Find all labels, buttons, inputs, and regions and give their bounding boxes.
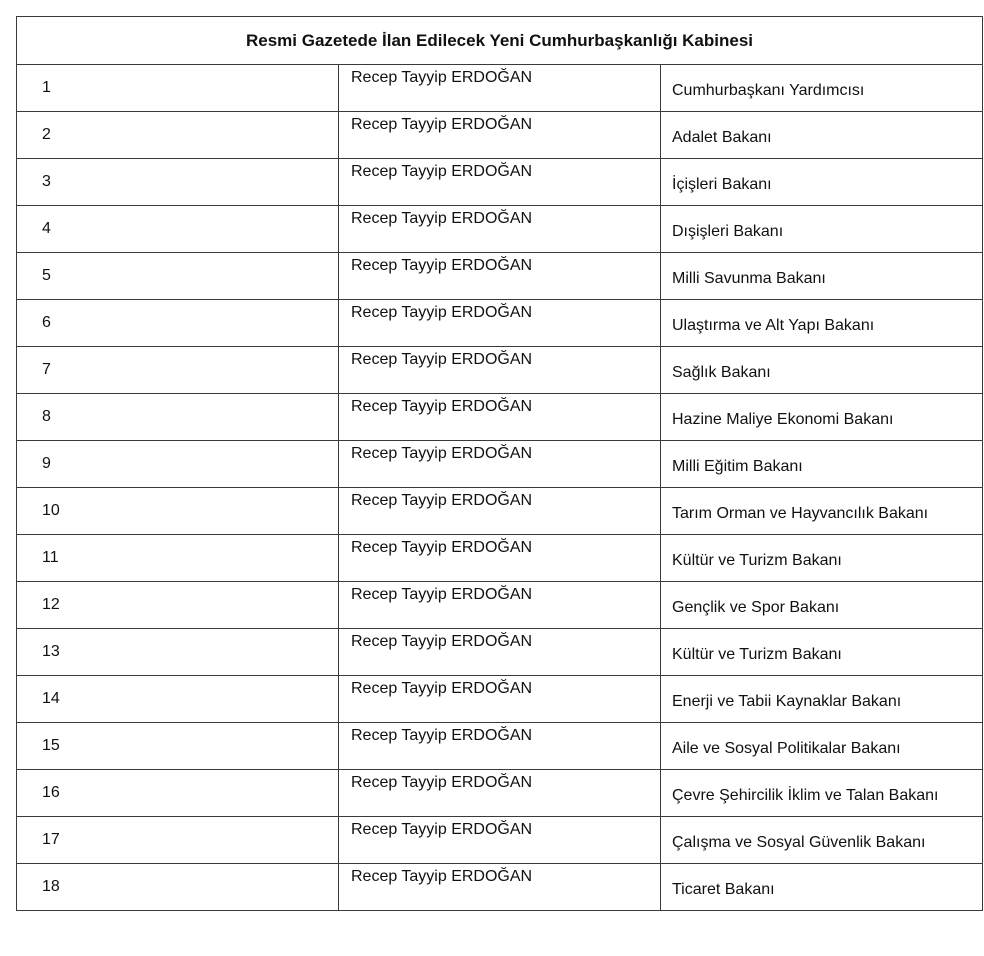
row-name: Recep Tayyip ERDOĞAN [339,65,661,112]
table-row [17,817,983,864]
row-role: Milli Eğitim Bakanı [661,441,983,488]
table-row [17,347,983,394]
row-role: İçişleri Bakanı [661,159,983,206]
row-role: Çalışma ve Sosyal Güvenlik Bakanı [661,817,983,864]
row-name: Recep Tayyip ERDOĞAN [339,488,661,535]
row-number: 9 [17,441,339,488]
row-number: 6 [17,300,339,347]
row-role: Dışişleri Bakanı [661,206,983,253]
row-role: Kültür ve Turizm Bakanı [661,535,983,582]
row-role: Gençlik ve Spor Bakanı [661,582,983,629]
row-role: Cumhurbaşkanı Yardımcısı [661,65,983,112]
row-number: 18 [17,864,339,911]
row-number: 14 [17,676,339,723]
row-role: Kültür ve Turizm Bakanı [661,629,983,676]
table-row [17,676,983,723]
row-name: Recep Tayyip ERDOĞAN [339,535,661,582]
row-name: Recep Tayyip ERDOĞAN [339,582,661,629]
row-name: Recep Tayyip ERDOĞAN [339,206,661,253]
row-name: Recep Tayyip ERDOĞAN [339,394,661,441]
row-role: Hazine Maliye Ekonomi Bakanı [661,394,983,441]
row-name: Recep Tayyip ERDOĞAN [339,159,661,206]
row-number: 15 [17,723,339,770]
row-number: 16 [17,770,339,817]
table-row [17,535,983,582]
table-row [17,629,983,676]
row-role: Adalet Bakanı [661,112,983,159]
table-row [17,723,983,770]
row-number: 13 [17,629,339,676]
table-row [17,864,983,911]
table-row [17,770,983,817]
table-body [17,65,983,911]
row-name: Recep Tayyip ERDOĞAN [339,300,661,347]
row-number: 5 [17,253,339,300]
row-role: Tarım Orman ve Hayvancılık Bakanı [661,488,983,535]
row-number: 1 [17,65,339,112]
row-name: Recep Tayyip ERDOĞAN [339,253,661,300]
table-title: Resmi Gazetede İlan Edilecek Yeni Cumhurbaşkanlığı Kabinesi [17,17,983,65]
row-number: 3 [17,159,339,206]
table-row [17,206,983,253]
row-role: Aile ve Sosyal Politikalar Bakanı [661,723,983,770]
row-name: Recep Tayyip ERDOĞAN [339,723,661,770]
table-row [17,253,983,300]
table-row [17,488,983,535]
row-role: Sağlık Bakanı [661,347,983,394]
row-number: 7 [17,347,339,394]
table-row [17,159,983,206]
cabinet-table [16,16,983,911]
row-number: 8 [17,394,339,441]
row-role: Enerji ve Tabii Kaynaklar Bakanı [661,676,983,723]
row-role: Ulaştırma ve Alt Yapı Bakanı [661,300,983,347]
row-number: 11 [17,535,339,582]
row-number: 12 [17,582,339,629]
row-number: 4 [17,206,339,253]
row-number: 17 [17,817,339,864]
table-row [17,300,983,347]
row-name: Recep Tayyip ERDOĞAN [339,817,661,864]
row-name: Recep Tayyip ERDOĞAN [339,629,661,676]
row-number: 2 [17,112,339,159]
row-name: Recep Tayyip ERDOĞAN [339,676,661,723]
row-name: Recep Tayyip ERDOĞAN [339,112,661,159]
row-name: Recep Tayyip ERDOĞAN [339,770,661,817]
table-row [17,441,983,488]
row-name: Recep Tayyip ERDOĞAN [339,864,661,911]
row-number: 10 [17,488,339,535]
title-row [17,17,983,65]
row-role: Ticaret Bakanı [661,864,983,911]
row-name: Recep Tayyip ERDOĞAN [339,347,661,394]
table-row [17,582,983,629]
table-row [17,65,983,112]
row-role: Milli Savunma Bakanı [661,253,983,300]
table-row [17,112,983,159]
row-name: Recep Tayyip ERDOĞAN [339,441,661,488]
row-role: Çevre Şehircilik İklim ve Talan Bakanı [661,770,983,817]
table-row [17,394,983,441]
